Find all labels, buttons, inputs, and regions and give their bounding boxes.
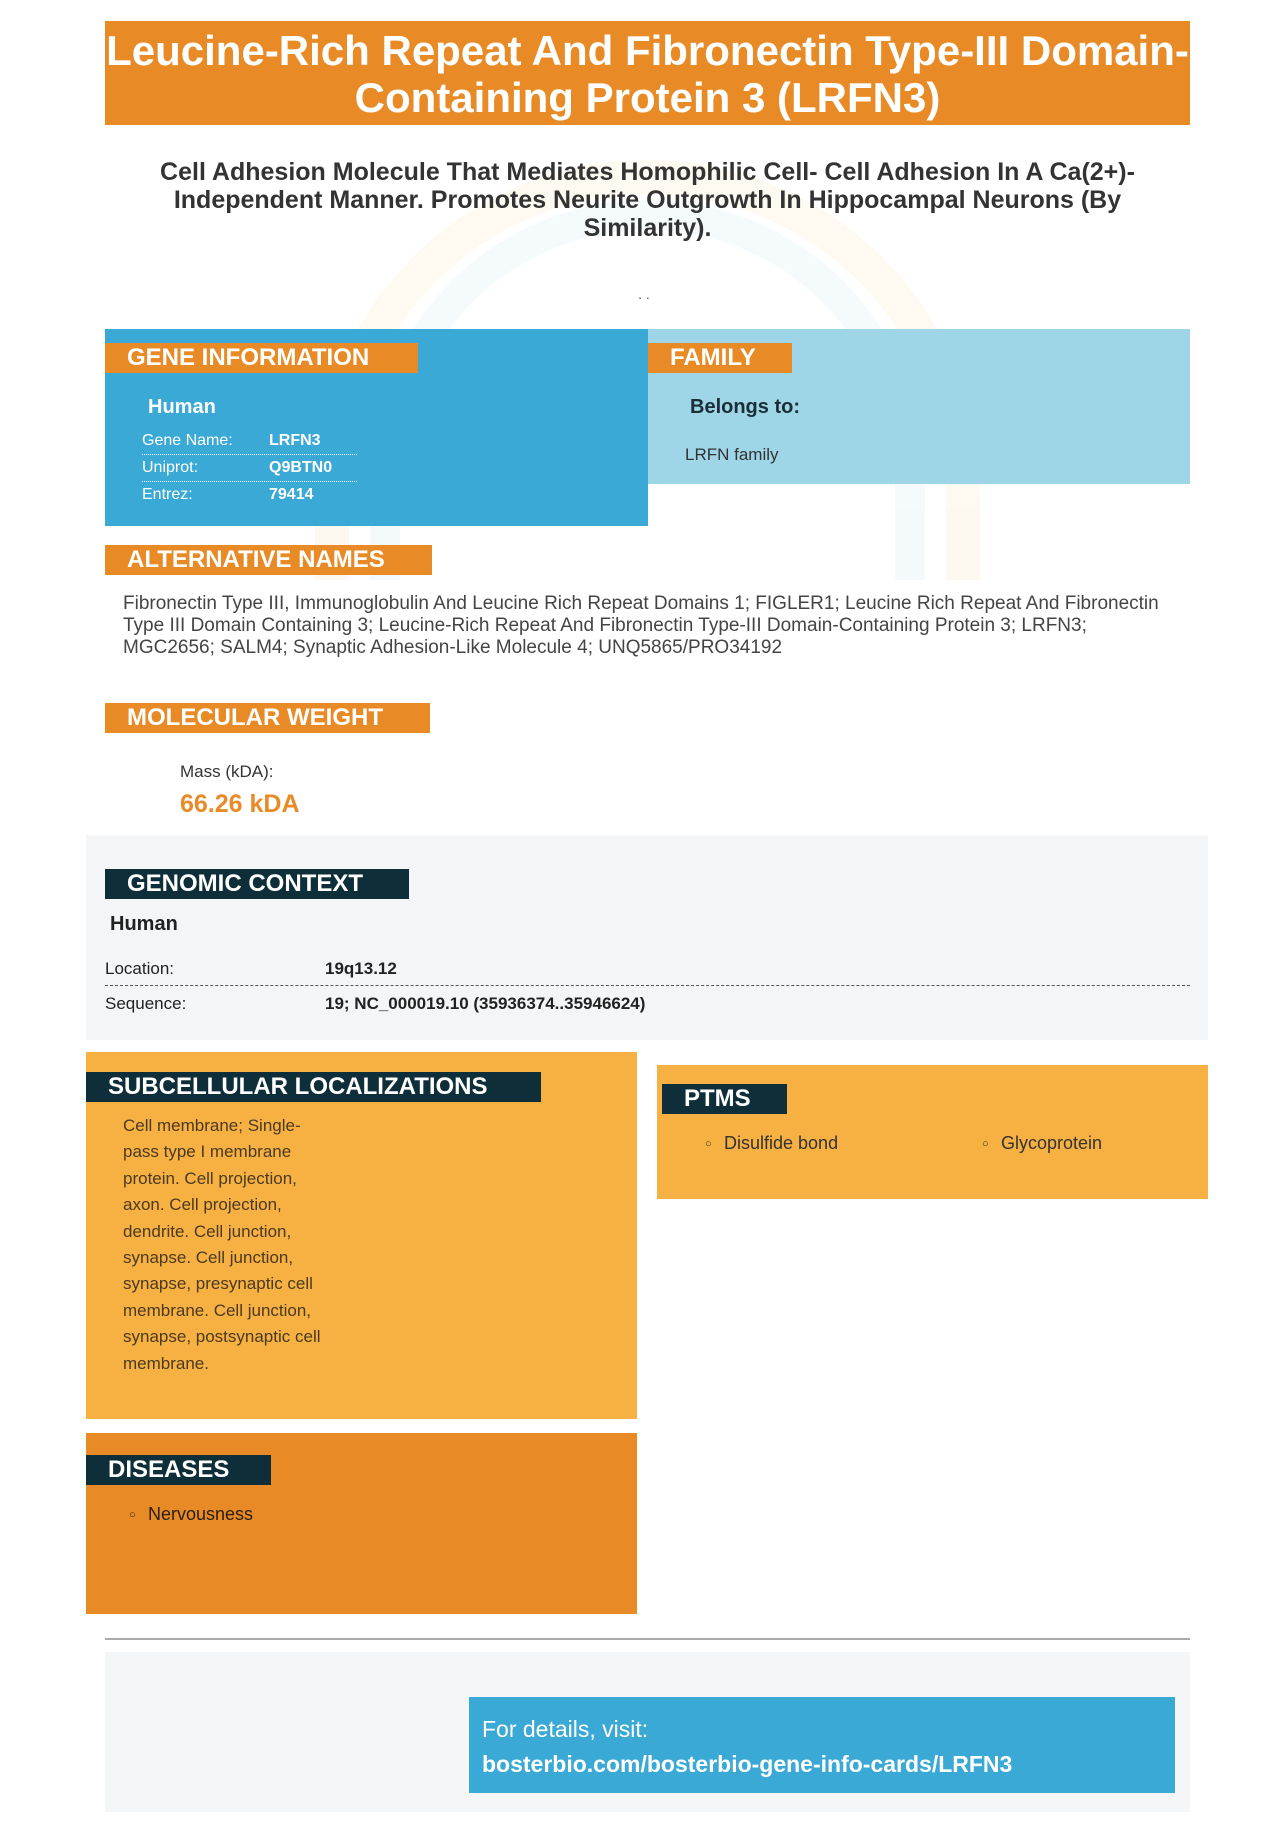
protein-description: Cell Adhesion Molecule That Mediates Homophilic Cell- Cell Adhesion In A Ca(2+)-Independent Manner. Promotes Neurite Outgrowth In Hippocampal Neurons (By Similarity). [160, 158, 1135, 242]
details-link-card[interactable] [469, 1697, 1175, 1793]
family-heading: FAMILY [648, 343, 792, 373]
gene-row-entrez [142, 482, 357, 509]
genomic-context-heading: GENOMIC CONTEXT [105, 869, 409, 899]
page-title: Leucine-Rich Repeat And Fibronectin Type-III Domain-Containing Protein 3 (LRFN3) [105, 21, 1190, 125]
ptm-item: ○ Glycoprotein [1001, 1133, 1102, 1154]
gene-row-label: Gene Name: [142, 432, 233, 449]
subcellular-text: Cell membrane; Single-pass type I membrane protein. Cell projection, axon. Cell projection, dendrite. Cell junction, synapse. Cell junction, synapse, presynaptic cell membrane. Cell junction, synapse, postsynaptic cell membrane. [123, 1116, 321, 1373]
details-url-link[interactable]: bosterbio.com/bosterbio-gene-info-cards/LRFN3 [482, 1751, 1013, 1777]
molecular-weight-heading: MOLECULAR WEIGHT [105, 703, 430, 733]
footer-divider [105, 1638, 1190, 1640]
ptms-heading: PTMS [662, 1084, 787, 1114]
alternative-names-heading: ALTERNATIVE NAMES [105, 545, 432, 575]
gene-species: Human [148, 396, 216, 418]
separator-dots: . . [638, 286, 650, 302]
family-label: Belongs to: [690, 396, 800, 418]
subcellular-heading: SUBCELLULAR LOCALIZATIONS [86, 1072, 541, 1102]
family-value: LRFN family [685, 445, 779, 464]
genomic-row-label: Location: [105, 959, 174, 978]
ptm-item: ○ Disulfide bond [724, 1133, 838, 1154]
genomic-row-location [105, 952, 1190, 986]
details-label: For details, visit: [482, 1716, 649, 1742]
gene-row-value: LRFN3 [269, 432, 321, 449]
mass-label: Mass (kDA): [180, 762, 274, 781]
genomic-row-value: 19q13.12 [325, 959, 397, 978]
gene-row-label: Entrez: [142, 486, 193, 503]
gene-row-value: 79414 [269, 486, 314, 503]
genomic-row-sequence [105, 987, 1190, 1021]
genomic-species: Human [110, 913, 178, 935]
diseases-heading: DISEASES [86, 1455, 271, 1485]
gene-row-name [142, 428, 357, 455]
gene-information-heading: GENE INFORMATION [105, 343, 418, 373]
disease-item: ○ Nervousness [148, 1504, 253, 1525]
genomic-row-value: 19; NC_000019.10 (35936374..35946624) [325, 994, 646, 1013]
gene-row-uniprot [142, 455, 357, 482]
gene-row-value: Q9BTN0 [269, 459, 333, 476]
alternative-names-text: Fibronectin Type III, Immunoglobulin And Leucine Rich Repeat Domains 1; FIGLER1; Leucine Rich Repeat And Fibronectin Type III Domain Containing 3; Leucine-Rich Repeat And Fibronectin Type-III Domain-Containing Protein 3; LRFN3; MGC2656; SALM4; Synaptic Adhesion-Like Molecule 4; UNQ5865/PRO34192 [123, 593, 1159, 658]
gene-row-label: Uniprot: [142, 459, 199, 476]
mass-value: 66.26 kDA [180, 790, 300, 818]
genomic-row-label: Sequence: [105, 994, 187, 1013]
